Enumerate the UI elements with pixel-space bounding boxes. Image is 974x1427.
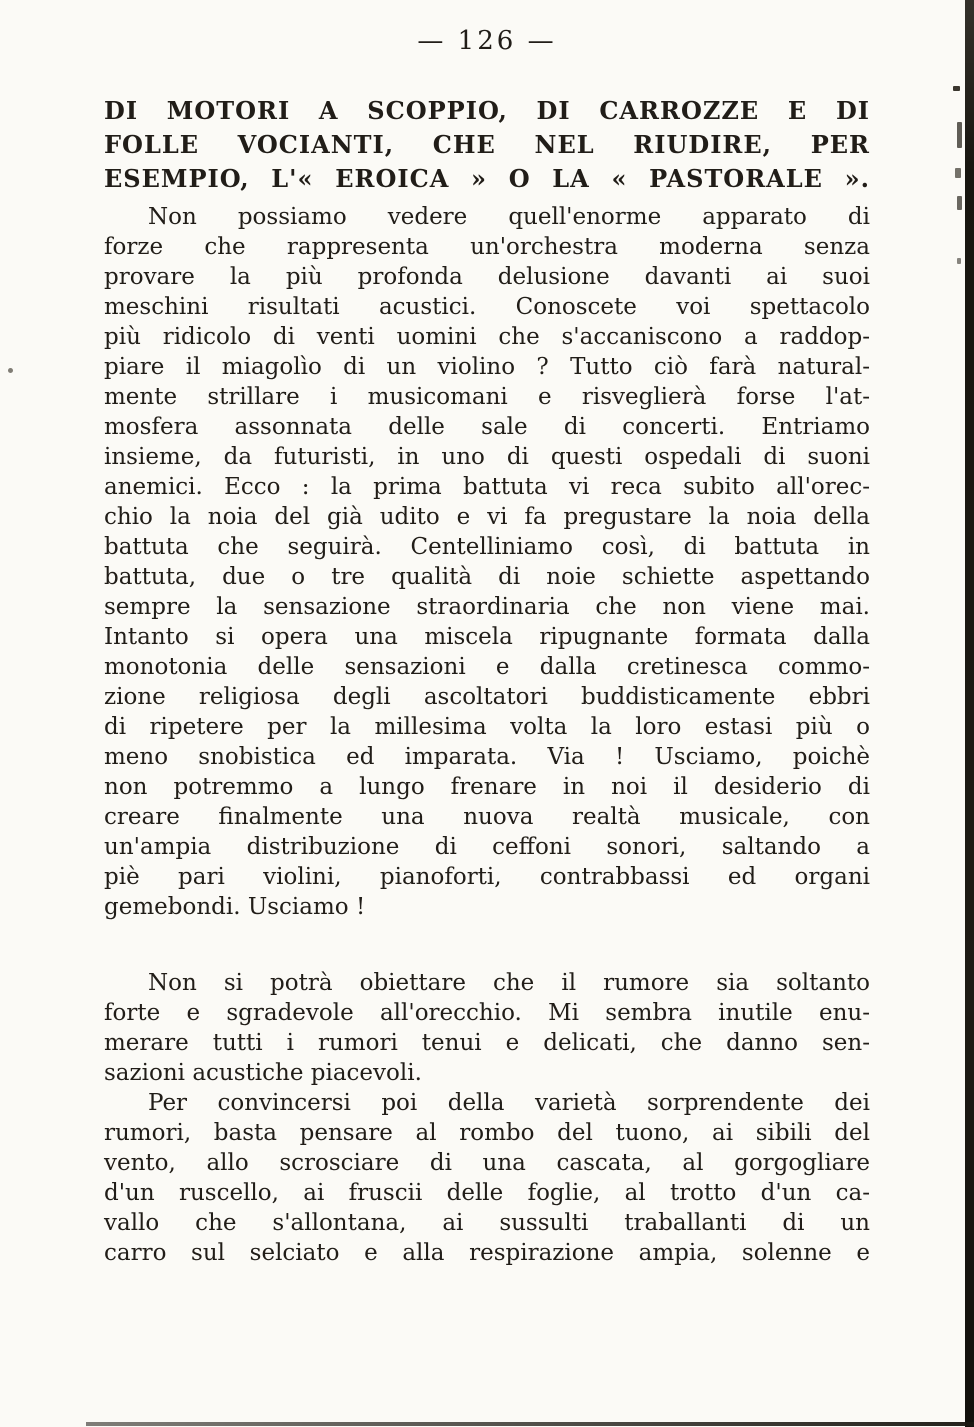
text-line: gemebondi. Usciamo ! (104, 894, 366, 920)
text-line: monotonia delle sensazioni e dalla cretinesca commo- (104, 654, 870, 680)
text-line: anemici. Ecco : la prima battuta vi reca subito all'orec- (104, 474, 870, 500)
text-line: mosfera assonnata delle sale di concerti. Entriamo (104, 414, 870, 440)
text-line: sazioni acustiche piacevoli. (104, 1060, 422, 1086)
text-line: chio la noia del già udito e vi fa pregustare la noia della (104, 504, 870, 530)
text-line: Per convincersi poi della varietà sorprendente dei (148, 1090, 870, 1116)
text-line: vento, allo scrosciare di una cascata, al gorgogliare (104, 1150, 870, 1176)
text-line: di ripetere per la millesima volta la loro estasi più o (104, 714, 870, 740)
scan-speck (957, 196, 962, 210)
text-line: FOLLE VOCIANTI, CHE NEL RIUDIRE, PER (104, 130, 870, 159)
text-line: un'ampia distribuzione di ceffoni sonori, saltando a (104, 834, 870, 860)
text-area (104, 24, 870, 1268)
text-line: sempre la sensazione straordinaria che non viene mai. (104, 594, 870, 620)
text-line: merare tutti i rumori tenui e delicati, che danno sen- (104, 1030, 870, 1056)
text-line: d'un ruscello, ai fruscii delle foglie, al trotto d'un ca- (104, 1180, 870, 1206)
text-line: creare finalmente una nuova realtà musicale, con (104, 804, 870, 830)
text-line: zione religiosa degli ascoltatori buddisticamente ebbri (104, 684, 870, 710)
scan-speck (955, 168, 961, 178)
text-line: piè pari violini, pianoforti, contrabbassi ed organi (104, 864, 870, 890)
continuation-caps (104, 94, 870, 196)
scan-binding-edge (965, 0, 974, 1427)
text-line: Non si potrà obiettare che il rumore sia soltanto (148, 970, 870, 996)
paragraph-3 (104, 1088, 870, 1268)
text-line: vallo che s'allontana, ai sussulti traballanti di un (104, 1210, 870, 1236)
text-line: insieme, da futuristi, in uno di questi ospedali di suoni (104, 444, 870, 470)
text-line: mente strillare i musicomani e risveglierà forse l'at- (104, 384, 870, 410)
scan-speck (957, 258, 961, 264)
page-number: — 126 — (417, 26, 557, 56)
text-line: Intanto si opera una miscela ripugnante formata dalla (104, 624, 870, 650)
text-line: DI MOTORI A SCOPPIO, DI CARROZZE E DI (104, 96, 870, 125)
scan-speck (953, 86, 960, 91)
text-line: forte e sgradevole all'orecchio. Mi sembra inutile enu- (104, 1000, 870, 1026)
paragraph-2 (104, 968, 870, 1088)
text-line: non potremmo a lungo frenare in noi il desiderio di (104, 774, 870, 800)
text-line: meno snobistica ed imparata. Via ! Usciamo, poichè (104, 744, 870, 770)
text-line: battuta che seguirà. Centelliniamo così, di battuta in (104, 534, 870, 560)
text-line: battuta, due o tre qualità di noie schiette aspettando (104, 564, 870, 590)
scan-speck (957, 122, 962, 148)
text-line: piare il miagolìo di un violino ? Tutto ciò farà natural- (104, 354, 870, 380)
text-line: meschini risultati acustici. Conoscete voi spettacolo (104, 294, 870, 320)
page-text (104, 94, 870, 1268)
scan-bottom-edge (86, 1422, 974, 1426)
text-line: forze che rappresenta un'orchestra moderna senza (104, 234, 870, 260)
text-line: ESEMPIO, L'« EROICA » O LA « PASTORALE ». (104, 164, 870, 193)
text-line: provare la più profonda delusione davanti ai suoi (104, 264, 870, 290)
scan-speck (8, 368, 13, 373)
text-line: rumori, basta pensare al rombo del tuono, ai sibili del (104, 1120, 870, 1146)
paragraph-1 (104, 202, 870, 922)
text-line: Non possiamo vedere quell'enorme apparato di (148, 204, 870, 230)
text-line: più ridicolo di venti uomini che s'accaniscono a raddop- (104, 324, 870, 350)
text-line: carro sul selciato e alla respirazione ampia, solenne e (104, 1240, 870, 1266)
